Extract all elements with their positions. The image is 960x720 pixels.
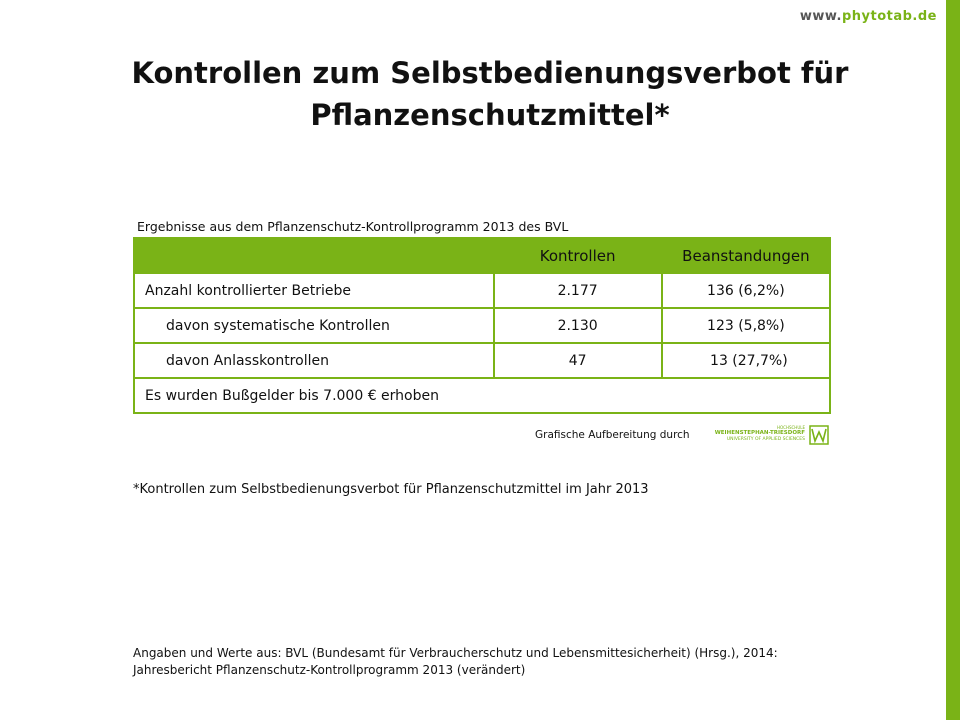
table-row bbox=[134, 308, 830, 343]
page-title bbox=[60, 52, 920, 136]
source-line2: Jahresbericht Pflanzenschutz-Kontrollprogramm 2013 (verändert) bbox=[133, 663, 526, 677]
beanstandungen-cell: 136 (6,2%) bbox=[662, 273, 830, 308]
table-footer-text: Es wurden Bußgelder bis 7.000 € erhoben bbox=[134, 378, 830, 413]
table-row bbox=[134, 273, 830, 308]
table-header-row bbox=[134, 238, 830, 273]
site-url[interactable] bbox=[800, 9, 937, 24]
column-header-empty bbox=[134, 238, 494, 273]
logo-line1: HOCHSCHULE bbox=[777, 425, 805, 430]
table-row bbox=[134, 343, 830, 378]
site-url-name: phytotab.de bbox=[841, 9, 937, 24]
source-line1: Angaben und Werte aus: BVL (Bundesamt für Verbraucherschutz und Lebensmittesicherheit) (Hrsg.), 2014: bbox=[133, 646, 778, 660]
kontrollen-cell: 47 bbox=[494, 343, 662, 378]
row-label: davon Anlasskontrollen bbox=[134, 343, 494, 378]
table-caption: Ergebnisse aus dem Pflanzenschutz-Kontrollprogramm 2013 des BVL bbox=[137, 219, 569, 234]
results-table bbox=[133, 237, 831, 414]
column-header-beanstandungen: Beanstandungen bbox=[662, 238, 830, 273]
page-title-line1: Kontrollen zum Selbstbedienungsverbot für bbox=[131, 56, 849, 90]
university-logo[interactable] bbox=[713, 425, 831, 445]
footnote: *Kontrollen zum Selbstbedienungsverbot für Pflanzenschutzmittel im Jahr 2013 bbox=[133, 482, 649, 497]
beanstandungen-cell: 13 (27,7%) bbox=[662, 343, 830, 378]
logo-wordmark bbox=[713, 425, 805, 445]
logo-line2: WEIHENSTEPHAN-TRIESDORF bbox=[714, 430, 805, 436]
beanstandungen-cell: 123 (5,8%) bbox=[662, 308, 830, 343]
credit-text: Grafische Aufbereitung durch bbox=[535, 429, 690, 441]
site-url-prefix: www. bbox=[799, 9, 842, 24]
page-title-line2: Pflanzenschutzmittel* bbox=[310, 98, 670, 132]
university-emblem-icon bbox=[809, 425, 829, 445]
kontrollen-cell: 2.177 bbox=[494, 273, 662, 308]
table-footer-row bbox=[134, 378, 830, 413]
kontrollen-cell: 2.130 bbox=[494, 308, 662, 343]
row-label: Anzahl kontrollierter Betriebe bbox=[134, 273, 494, 308]
logo-line3: UNIVERSITY OF APPLIED SCIENCES bbox=[726, 437, 805, 442]
row-label: davon systematische Kontrollen bbox=[134, 308, 494, 343]
column-header-kontrollen: Kontrollen bbox=[494, 238, 662, 273]
right-accent-bar bbox=[946, 0, 960, 720]
source-citation bbox=[133, 645, 853, 679]
